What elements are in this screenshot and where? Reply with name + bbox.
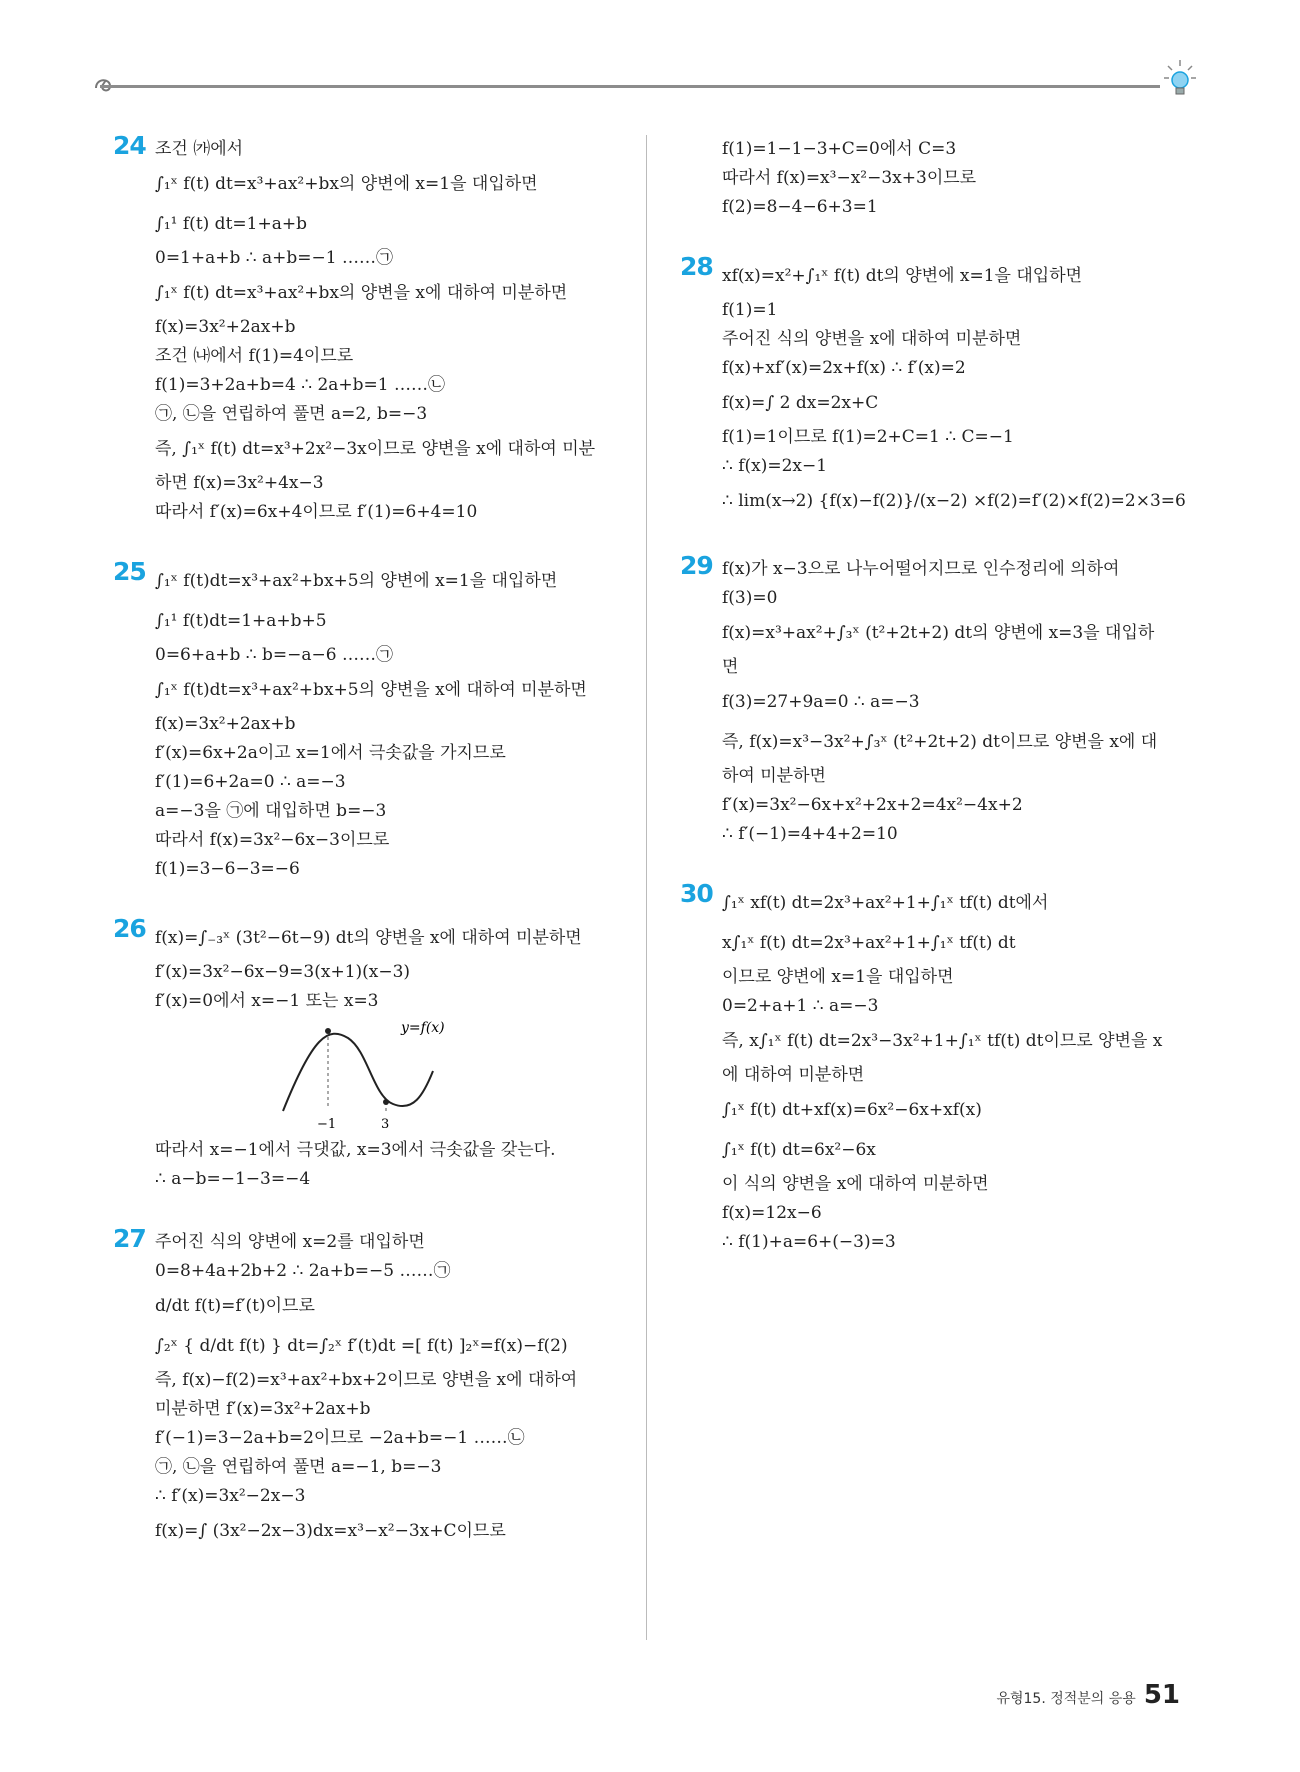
solution-line: f(x)=∫ (3x²−2x−3)dx=x³−x²−3x+C이므로: [155, 1521, 506, 1541]
solution-line: ∴ lim(x→2) {f(x)−f(2)}/(x−2) ×f(2)=f′(2)×f(2)=2×3=6: [722, 491, 1186, 511]
problem-30: [680, 879, 1200, 1257]
problem-27-continued: [680, 135, 1200, 222]
cubic-curve: [283, 1034, 433, 1111]
solution-line: ㉠, ㉡을 연립하여 풀면 a=−1, b=−3: [155, 1457, 442, 1477]
solution-line: ∫₁¹ f(t) dt=1+a+b: [155, 214, 307, 234]
section-title: 유형15. 정적분의 응용: [996, 1691, 1136, 1707]
solution-line: 이므로 양변에 x=1을 대입하면: [722, 967, 954, 987]
solution-line: 에 대하여 미분하면: [722, 1065, 865, 1085]
solution-line: ∫₂ˣ { d/dt f(t) } dt=∫₂ˣ f′(t)dt =[ f(t) ]₂ˣ=f(x)−f(2): [155, 1336, 568, 1356]
top-rule: [100, 85, 1160, 88]
solution-line: 따라서 f′(x)=6x+4이므로 f′(1)=6+4=10: [155, 502, 478, 522]
problem-number: 24: [113, 131, 146, 160]
solution-line: f(1)=1: [722, 300, 778, 320]
solution-line: 이 식의 양변을 x에 대하여 미분하면: [722, 1174, 989, 1194]
solution-line: f(x)=x³+ax²+∫₃ˣ (t²+2t+2) dt의 양변에 x=3을 대입하: [722, 623, 1155, 643]
problem-number: 28: [680, 252, 713, 281]
solution-line: f(2)=8−4−6+3=1: [722, 197, 878, 217]
curve-label: y=f(x): [401, 1020, 445, 1036]
problem-24: [113, 131, 633, 527]
solution-line: f(x)=∫ 2 dx=2x+C: [722, 393, 879, 413]
solution-line: 조건 ㈏에서 f(1)=4이므로: [155, 346, 354, 366]
problem-number: 27: [113, 1224, 146, 1253]
solution-line: 하여 미분하면: [722, 766, 826, 786]
solution-line: ㉠, ㉡을 연립하여 풀면 a=2, b=−3: [155, 404, 428, 424]
column-divider: [646, 135, 647, 1640]
solution-line: f′(x)=3x²−6x−9=3(x+1)(x−3): [155, 962, 411, 982]
solution-line: ∫₁ˣ f(t) dt=x³+ax²+bx의 양변에 x=1을 대입하면: [155, 174, 538, 194]
solution-line: 0=2+a+1 ∴ a=−3: [722, 996, 879, 1016]
solution-line: ∫₁ˣ f(t) dt=x³+ax²+bx의 양변을 x에 대하여 미분하면: [155, 283, 568, 303]
solution-line: 조건 ㈎에서: [155, 139, 244, 159]
page-number: 51: [1143, 1680, 1180, 1710]
solution-line: f(1)=3−6−3=−6: [155, 859, 300, 879]
problem-number: 29: [680, 551, 713, 580]
local-min-point: [383, 1099, 389, 1105]
solution-line: f(1)=1이므로 f(1)=2+C=1 ∴ C=−1: [722, 427, 1014, 447]
solution-line: f(x)=∫₋₃ˣ (3t²−6t−9) dt의 양변을 x에 대하여 미분하면: [155, 928, 582, 948]
solution-line: a=−3을 ㉠에 대입하면 b=−3: [155, 801, 387, 821]
solution-line: ∫₁ˣ xf(t) dt=2x³+ax²+1+∫₁ˣ tf(t) dt에서: [722, 893, 1049, 913]
solution-line: ∴ f(x)=2x−1: [722, 456, 828, 476]
page-footer: [996, 1680, 1180, 1710]
problem-29: [680, 551, 1200, 849]
lightbulb-icon: [1160, 58, 1200, 100]
solution-line: ∴ f(1)+a=6+(−3)=3: [722, 1232, 896, 1252]
solution-line: 0=8+4a+2b+2 ∴ 2a+b=−5 ……㉠: [155, 1261, 451, 1281]
solution-line: f(1)=1−1−3+C=0에서 C=3: [722, 139, 957, 159]
problem-number: 30: [680, 879, 713, 908]
solution-line: f(3)=27+9a=0 ∴ a=−3: [722, 692, 920, 712]
solution-line: xf(x)=x²+∫₁ˣ f(t) dt의 양변에 x=1을 대입하면: [722, 266, 1083, 286]
solution-line: f(x)=3x²+2ax+b: [155, 317, 296, 337]
solution-line: ∫₁ˣ f(t) dt=6x²−6x: [722, 1140, 876, 1160]
solution-line: 하면 f(x)=3x²+4x−3: [155, 473, 324, 493]
left-column: [113, 131, 633, 1585]
solution-line: f′(x)=0에서 x=−1 또는 x=3: [155, 991, 379, 1011]
solution-line: x∫₁ˣ f(t) dt=2x³+ax²+1+∫₁ˣ tf(t) dt: [722, 933, 1016, 953]
solution-line: f(x)+xf′(x)=2x+f(x) ∴ f′(x)=2: [722, 358, 966, 378]
problem-number: 25: [113, 557, 146, 586]
solution-line: f′(−1)=3−2a+b=2이므로 −2a+b=−1 ……㉡: [155, 1428, 525, 1448]
problem-26: [113, 914, 633, 1194]
solution-line: 즉, f(x)=x³−3x²+∫₃ˣ (t²+2t+2) dt이므로 양변을 x에 대: [722, 732, 1158, 752]
solution-line: f′(1)=6+2a=0 ∴ a=−3: [155, 772, 346, 792]
x-label: −1: [317, 1117, 337, 1132]
solution-line: 0=6+a+b ∴ b=−a−6 ……㉠: [155, 645, 393, 665]
solution-line: ∴ f′(−1)=4+4+2=10: [722, 824, 898, 844]
solution-line: 주어진 식의 양변에 x=2를 대입하면: [155, 1232, 425, 1252]
solution-line: 주어진 식의 양변을 x에 대하여 미분하면: [722, 329, 1022, 349]
local-max-point: [325, 1028, 331, 1034]
solution-line: f(x)가 x−3으로 나누어떨어지므로 인수정리에 의하여: [722, 559, 1120, 579]
solution-line: f(x)=3x²+2ax+b: [155, 714, 296, 734]
solution-line: ∫₁¹ f(t)dt=1+a+b+5: [155, 611, 327, 631]
solution-line: ∫₁ˣ f(t) dt+xf(x)=6x²−6x+xf(x): [722, 1100, 982, 1120]
solution-line: ∴ a−b=−1−3=−4: [155, 1169, 311, 1189]
x-label: 3: [381, 1117, 390, 1132]
problem-number: 26: [113, 914, 146, 943]
solution-line: 즉, f(x)−f(2)=x³+ax²+bx+2이므로 양변을 x에 대하여: [155, 1370, 578, 1390]
solution-line: 0=1+a+b ∴ a+b=−1 ……㉠: [155, 248, 393, 268]
solution-line: f(1)=3+2a+b=4 ∴ 2a+b=1 ……㉡: [155, 375, 445, 395]
solution-line: f′(x)=3x²−6x+x²+2x+2=4x²−4x+2: [722, 795, 1023, 815]
solution-line: f(3)=0: [722, 588, 778, 608]
problem-28: [680, 252, 1200, 521]
solution-line: 따라서 x=−1에서 극댓값, x=3에서 극솟값을 갖는다.: [155, 1140, 556, 1160]
solution-line: 따라서 f(x)=x³−x²−3x+3이므로: [722, 168, 977, 188]
solution-line: f(x)=12x−6: [722, 1203, 822, 1223]
right-column: [680, 135, 1200, 1291]
solution-line: ∴ f′(x)=3x²−2x−3: [155, 1486, 306, 1506]
solution-line: 따라서 f(x)=3x²−6x−3이므로: [155, 830, 390, 850]
solution-line: 면: [722, 657, 739, 677]
solution-line: 즉, ∫₁ˣ f(t) dt=x³+2x²−3x이므로 양변을 x에 대하여 미분: [155, 439, 596, 459]
solution-line: d/dt f(t)=f′(t)이므로: [155, 1296, 315, 1316]
solution-line: 미분하면 f′(x)=3x²+2ax+b: [155, 1399, 371, 1419]
problem-25: [113, 557, 633, 884]
solution-line: f′(x)=6x+2a이고 x=1에서 극솟값을 가지므로: [155, 743, 506, 763]
problem-27: [113, 1224, 633, 1551]
solution-line: 즉, x∫₁ˣ f(t) dt=2x³−3x²+1+∫₁ˣ tf(t) dt이므로 양변을 x: [722, 1031, 1163, 1051]
solution-line: ∫₁ˣ f(t)dt=x³+ax²+bx+5의 양변에 x=1을 대입하면: [155, 571, 558, 591]
cubic-graph: [273, 1016, 493, 1136]
solution-line: ∫₁ˣ f(t)dt=x³+ax²+bx+5의 양변을 x에 대하여 미분하면: [155, 680, 587, 700]
